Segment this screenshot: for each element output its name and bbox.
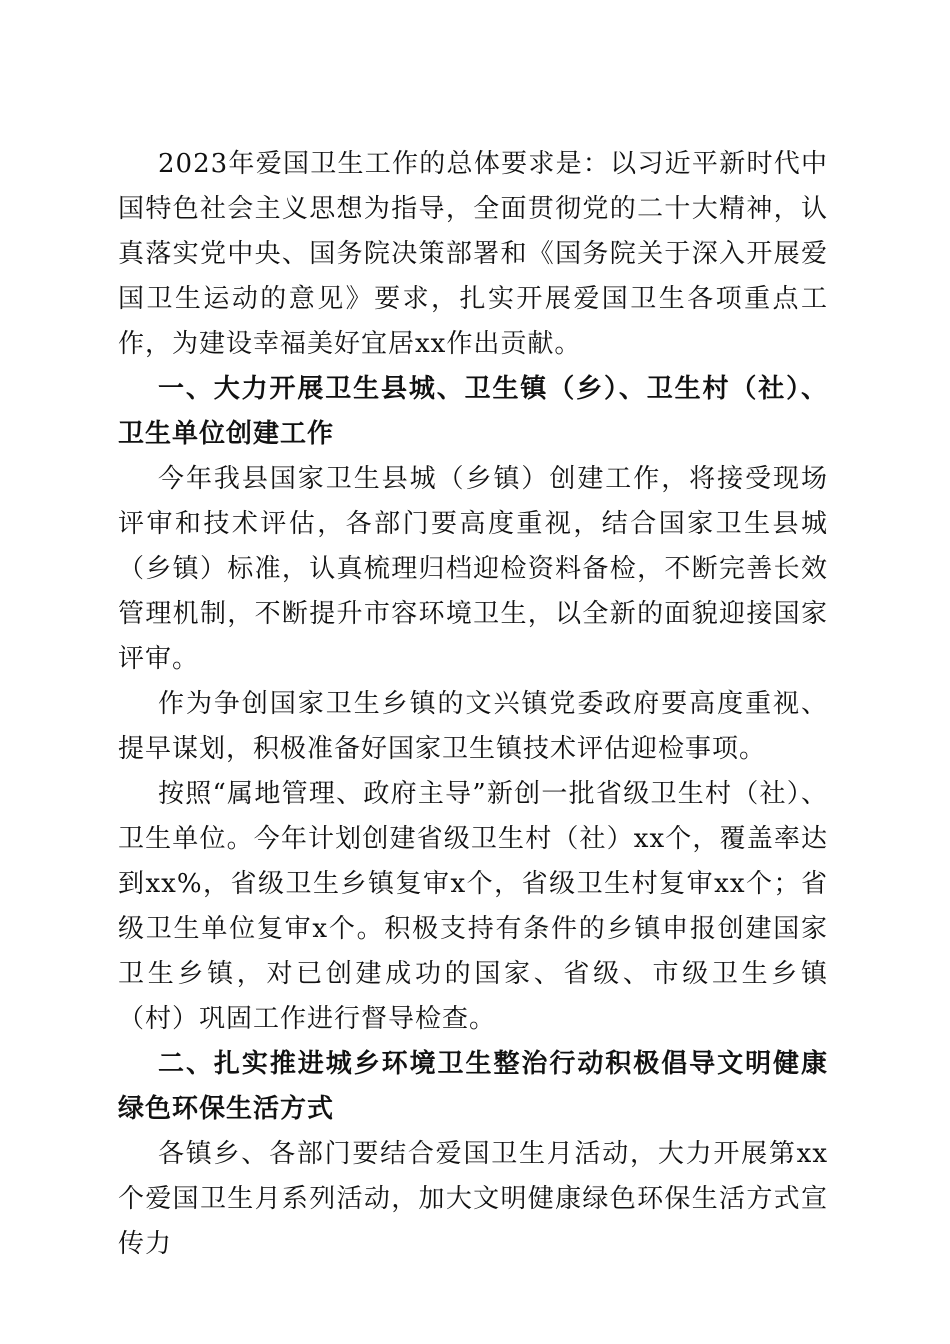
document-body [118, 142, 828, 1267]
paragraph-general-requirements: 2023年爱国卫生工作的总体要求是：以习近平新时代中国特色社会主义思想为指导，全面贯彻党的二十大精神，认真落实党中央、国务院决策部署和《国务院关于深入开展爱国卫生运动的意见》要求，扎实开展爱国卫生各项重点工作，为建设幸福美好宜居xx作出贡献。 [118, 149, 828, 359]
paragraph-provincial-plan: 按照“属地管理、政府主导”新创一批省级卫生村（社）、卫生单位。今年计划创建省级卫生村（社）xx个，覆盖率达到xx%，省级卫生乡镇复审x个，省级卫生村复审xx个；省级卫生单位复审x个。积极支持有条件的乡镇申报创建国家卫生乡镇，对已创建成功的国家、省级、市级卫生乡镇（村）巩固工作进行督导检查。 [118, 779, 828, 1034]
paragraph-county-creation: 今年我县国家卫生县城（乡镇）创建工作，将接受现场评审和技术评估，各部门要高度重视，结合国家卫生县城（乡镇）标准，认真梳理归档迎检资料备检，不断完善长效管理机制，不断提升市容环境卫生，以全新的面貌迎接国家评审。 [118, 464, 828, 674]
section-heading-1: 一、大力开展卫生县城、卫生镇（乡）、卫生村（社）、卫生单位创建工作 [118, 374, 828, 449]
paragraph-health-month: 各镇乡、各部门要结合爱国卫生月活动，大力开展第xx个爱国卫生月系列活动，加大文明健康绿色环保生活方式宣传力 [118, 1139, 828, 1259]
paragraph-wenxing-town: 作为争创国家卫生乡镇的文兴镇党委政府要高度重视、提早谋划，积极准备好国家卫生镇技术评估迎检事项。 [118, 689, 828, 764]
section-heading-2: 二、扎实推进城乡环境卫生整治行动积极倡导文明健康绿色环保生活方式 [118, 1049, 828, 1124]
